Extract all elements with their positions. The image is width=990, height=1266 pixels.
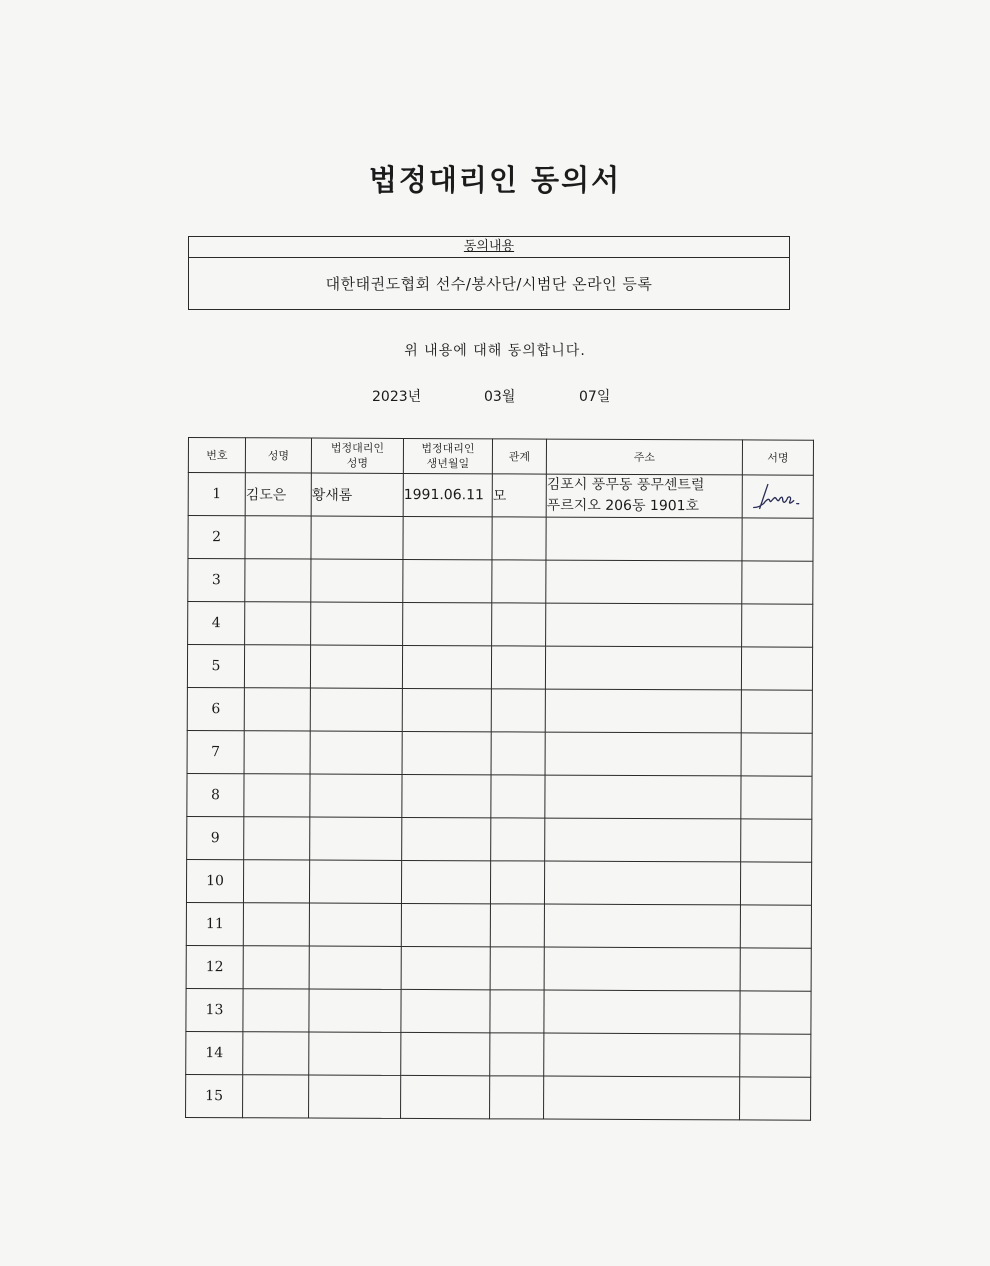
cell-guardian-birth: [402, 731, 491, 774]
cell-name: [244, 817, 310, 860]
cell-name: [243, 860, 309, 903]
cell-number: 3: [188, 559, 245, 602]
cell-guardian-name: [310, 774, 402, 817]
cell-signature: [740, 948, 811, 991]
table-header-row: [188, 438, 813, 476]
cell-name: [245, 602, 311, 645]
guardian-table: [185, 437, 814, 1121]
cell-signature: [742, 604, 813, 647]
table-body: [186, 473, 814, 1121]
date-year: 2023년: [372, 389, 422, 405]
cell-guardian-name: [311, 559, 403, 602]
cell-name: 김도은: [245, 473, 311, 516]
address-line-1: 김포시 풍무동 풍무센트럴: [546, 476, 705, 494]
cell-signature: [741, 733, 812, 776]
date-month: 03월: [484, 389, 516, 405]
cell-address: [544, 990, 740, 1034]
cell-address: [544, 947, 740, 991]
cell-address: [546, 603, 742, 647]
cell-address: [545, 689, 741, 733]
cell-guardian-birth: [403, 516, 492, 559]
cell-relation: [490, 1076, 544, 1119]
cell-signature: [741, 647, 812, 690]
cell-guardian-name: [309, 989, 401, 1032]
cell-relation: [490, 861, 544, 904]
cell-number: 6: [187, 687, 244, 730]
header-guardian-birth: 법정대리인 생년월일: [403, 438, 492, 473]
cell-guardian-birth: 1991.06.11: [403, 473, 492, 516]
cell-number: 13: [186, 988, 243, 1031]
cell-name: [244, 731, 310, 774]
cell-signature: [740, 1034, 811, 1077]
cell-guardian-name: [311, 602, 403, 645]
consent-header-label: 동의내용: [463, 239, 515, 254]
cell-number: 2: [188, 516, 245, 559]
cell-guardian-name: [310, 688, 402, 731]
header-signature: 서명: [742, 440, 813, 475]
cell-name: [245, 516, 311, 559]
cell-guardian-name: [310, 645, 402, 688]
cell-name: [243, 903, 309, 946]
date-day: 07일: [579, 389, 611, 405]
cell-guardian-birth: [401, 946, 490, 989]
cell-guardian-name: [309, 946, 401, 989]
cell-number: 14: [186, 1031, 243, 1074]
table-row: [188, 516, 813, 562]
table-row: [186, 945, 811, 991]
cell-signature: [741, 690, 812, 733]
cell-name: [243, 1032, 309, 1075]
cell-guardian-birth: [403, 559, 492, 602]
cell-name: [244, 688, 310, 731]
cell-relation: [492, 517, 546, 560]
cell-number: 8: [187, 773, 244, 816]
consent-header: [189, 237, 789, 258]
cell-number: 4: [188, 602, 245, 645]
cell-signature: [740, 862, 811, 905]
cell-signature: [742, 475, 813, 518]
cell-guardian-birth: [401, 860, 490, 903]
header-relation: 관계: [492, 439, 546, 474]
cell-signature: [740, 905, 811, 948]
cell-relation: [490, 990, 544, 1033]
cell-signature: [742, 561, 813, 604]
cell-guardian-name: [309, 860, 401, 903]
table-row: [186, 902, 811, 948]
header-address: 주소: [546, 439, 742, 475]
table-row: [187, 816, 812, 862]
cell-address: [546, 560, 742, 604]
cell-name: [243, 1075, 309, 1118]
table-row: [187, 687, 812, 733]
address-line-2: 푸르지오 206동 1901호: [546, 497, 700, 515]
cell-number: 9: [187, 816, 244, 859]
cell-number: 10: [186, 859, 243, 902]
table-row: [186, 859, 811, 905]
consent-box: [188, 236, 790, 310]
cell-guardian-birth: [402, 645, 491, 688]
cell-guardian-birth: [401, 989, 490, 1032]
cell-address: [544, 1076, 740, 1120]
cell-signature: [742, 518, 813, 561]
cell-address: [545, 646, 741, 690]
cell-number: 12: [186, 945, 243, 988]
cell-guardian-name: [310, 731, 402, 774]
cell-number: 5: [187, 645, 244, 688]
cell-address: [544, 1033, 740, 1077]
cell-address: [545, 732, 741, 776]
cell-guardian-birth: [401, 1032, 490, 1075]
header-name: 성명: [245, 438, 311, 473]
cell-name: [244, 645, 310, 688]
cell-relation: [491, 689, 545, 732]
table-row: [186, 1031, 811, 1077]
cell-guardian-name: 황새롬: [311, 473, 403, 516]
cell-guardian-name: [309, 903, 401, 946]
table-row: [188, 473, 813, 519]
cell-signature: [740, 991, 811, 1034]
cell-relation: [490, 1033, 544, 1076]
table-row: [186, 1074, 811, 1120]
cell-guardian-name: [310, 817, 402, 860]
table-row: [188, 559, 813, 605]
cell-guardian-birth: [402, 817, 491, 860]
cell-guardian-birth: [403, 602, 492, 645]
table-row: [186, 988, 811, 1034]
header-number: 번호: [188, 438, 245, 473]
cell-guardian-birth: [402, 774, 491, 817]
cell-number: 11: [186, 902, 243, 945]
cell-guardian-name: [309, 1075, 401, 1118]
cell-number: 1: [188, 473, 245, 516]
cell-address: [545, 775, 741, 819]
cell-signature: [741, 819, 812, 862]
cell-signature: [740, 1077, 811, 1120]
cell-relation: [491, 818, 545, 861]
cell-relation: [490, 947, 544, 990]
cell-guardian-name: [309, 1032, 401, 1075]
cell-relation: [491, 646, 545, 689]
cell-name: [245, 559, 311, 602]
handwritten-signature: [750, 481, 806, 511]
table-row: [187, 645, 812, 691]
cell-name: [244, 774, 310, 817]
cell-address: [545, 818, 741, 862]
cell-relation: [491, 775, 545, 818]
header-guardian-name: 법정대리인 성명: [311, 438, 403, 473]
cell-signature: [741, 776, 812, 819]
cell-relation: [490, 904, 544, 947]
cell-guardian-birth: [401, 1075, 490, 1118]
consent-content: 대한태권도협회 선수/봉사단/시범단 온라인 등록: [325, 275, 653, 293]
cell-name: [243, 989, 309, 1032]
cell-relation: [492, 560, 546, 603]
cell-address: [546, 517, 742, 561]
cell-address: [544, 861, 740, 905]
table-row: [187, 730, 812, 776]
cell-guardian-birth: [401, 903, 490, 946]
cell-guardian-name: [311, 516, 403, 559]
cell-number: 15: [186, 1074, 243, 1117]
cell-number: 7: [187, 730, 244, 773]
agree-statement: 위 내용에 대해 동의합니다.: [404, 343, 586, 359]
table-row: [188, 602, 813, 648]
table-row: [187, 773, 812, 819]
cell-relation: [491, 732, 545, 775]
cell-guardian-birth: [402, 688, 491, 731]
cell-address: [546, 474, 742, 518]
cell-relation: [492, 603, 546, 646]
cell-relation: 모: [492, 474, 546, 517]
page-title: 법정대리인 동의서: [368, 163, 622, 197]
cell-address: [544, 904, 740, 948]
cell-name: [243, 946, 309, 989]
